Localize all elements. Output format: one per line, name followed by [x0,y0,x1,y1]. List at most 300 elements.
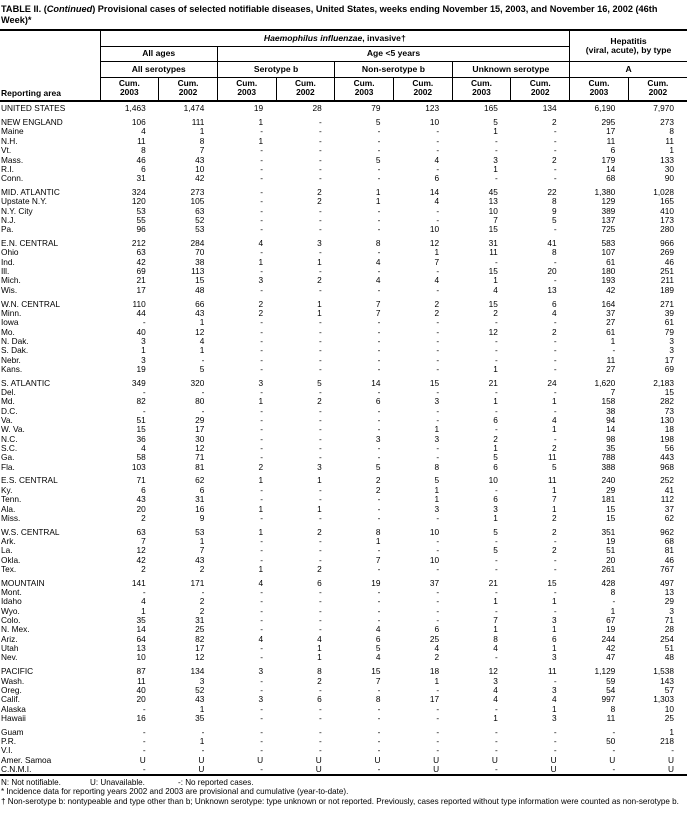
data-cell-serotype-b-2002: 2 [317,276,322,286]
data-cell-all-serotypes-2003: 36 [136,434,146,444]
data-cell-serotype-b-2003: 3 [258,377,264,388]
data-cell-unknown-serotype-2003: - [495,406,498,416]
data-cell-unknown-serotype-2002: - [553,164,557,174]
data-cell-serotype-b-2002: - [318,285,322,295]
data-cell-unknown-serotype-2002: 8 [551,248,557,258]
data-cell-all-serotypes-2003: - [142,726,146,737]
data-cell-serotype-b-2002: 2 [317,186,322,197]
data-cell-hepatitis-a-2003: 997 [601,695,616,705]
footnote-dagger: † Non-serotype b: nontypeable and type other than b; Unknown serotype: type unknown or not reported. Previously, cases reported without type information were counted as non-serotype b. [1,796,679,806]
data-cell-serotype-b-2003: - [260,536,264,546]
reporting-area-cell: Nebr. [1,355,21,365]
data-cell-all-serotypes-2003: 12 [136,546,146,556]
data-cell-hepatitis-a-2003: 14 [606,164,616,174]
data-cell-unknown-serotype-2002: 20 [547,267,557,277]
hepatitis-group-header [570,30,687,62]
data-cell-unknown-serotype-2002: 1 [551,425,557,435]
data-cell-all-serotypes-2002: 52 [195,215,205,225]
data-cell-hepatitis-a-2002: 1 [669,146,674,156]
data-cell-serotype-b-2002: - [318,736,322,746]
header-row-1 [0,30,687,46]
data-cell-unknown-serotype-2002: - [553,588,557,598]
reporting-area-cell: Ark. [1,536,16,546]
data-cell-serotype-b-2003: - [260,513,264,523]
reporting-area-cell: Wyo. [1,606,20,616]
table-row [0,495,687,504]
table-row [0,625,687,634]
data-cell-all-serotypes-2002: 9 [199,513,205,523]
reporting-area-cell: Ariz. [1,634,18,644]
data-cell-unknown-serotype-2002: 5 [551,462,557,472]
data-cell-unknown-serotype-2003: 1 [493,625,498,635]
data-cell-all-serotypes-2002: - [201,355,205,365]
title-rest: ) Provisional cases of selected notifiable diseases, United States, weeks ending November 15, 2003, and November 16, 2002 (46th Week)* [1,4,658,25]
data-cell-serotype-b-2003: 1 [258,475,264,486]
data-cell-unknown-serotype-2002: 1 [551,644,557,654]
reporting-area-cell: Nev. [1,653,18,663]
data-cell-hepatitis-a-2002: 443 [660,453,674,463]
data-cell-non-serotype-b-2003: 5 [375,155,381,165]
data-cell-unknown-serotype-2002: 3 [551,713,557,723]
data-cell-serotype-b-2002: 1 [317,308,322,318]
data-cell-unknown-serotype-2003: 165 [483,103,498,114]
table-row [0,248,687,257]
data-cell-non-serotype-b-2003: - [377,513,381,523]
data-cell-non-serotype-b-2002: - [436,416,440,426]
data-cell-non-serotype-b-2002: - [436,736,440,746]
data-cell-non-serotype-b-2002: - [436,336,440,346]
reporting-area-cell: Ohio [1,248,19,258]
table-row [0,714,687,723]
data-cell-serotype-b-2002: - [318,588,322,598]
data-cell-serotype-b-2003: - [260,127,264,137]
reporting-area-cell: S. ATLANTIC [1,377,51,388]
data-cell-unknown-serotype-2002: - [553,136,557,146]
table-row [0,146,687,155]
data-cell-all-serotypes-2002: 2 [199,564,205,574]
data-cell-hepatitis-a-2002: 81 [664,546,674,556]
data-cell-hepatitis-a-2003: 15 [606,513,616,523]
data-cell-all-serotypes-2002: 53 [195,225,205,235]
data-cell-hepatitis-a-2002: 7,970 [653,103,674,114]
data-cell-non-serotype-b-2002: - [436,364,440,374]
data-cell-serotype-b-2002: - [318,726,322,737]
data-cell-unknown-serotype-2002: U [550,755,557,765]
data-cell-all-serotypes-2002: 31 [195,616,205,626]
data-cell-non-serotype-b-2003: 4 [375,257,381,267]
data-cell-all-serotypes-2002: 81 [195,462,205,472]
table-row [0,184,687,198]
data-cell-hepatitis-a-2002: 271 [660,298,674,309]
data-cell-hepatitis-a-2003: 68 [606,174,616,184]
data-cell-serotype-b-2003: 2 [258,308,264,318]
data-cell-serotype-b-2003: - [260,434,264,444]
data-cell-hepatitis-a-2002: 57 [664,685,674,695]
data-cell-all-serotypes-2002: 1 [199,127,205,137]
data-cell-all-serotypes-2003: 4 [141,597,146,607]
data-cell-serotype-b-2003: - [260,736,264,746]
data-cell-serotype-b-2002: - [318,206,322,216]
data-cell-serotype-b-2002: 1 [317,644,322,654]
data-cell-serotype-b-2003: 1 [258,504,264,514]
data-cell-hepatitis-a-2003: 37 [606,308,616,318]
col-header-non-serotype-b-cum-2003: Cum. 2003 [335,77,394,101]
data-cell-all-serotypes-2003: 1,463 [124,103,146,114]
data-cell-hepatitis-a-2003: 61 [606,327,616,337]
data-cell-hepatitis-a-2003: 240 [601,475,616,486]
col-header-hepatitis-a-cum-2002: Cum. 2002 [628,77,687,101]
reporting-area-cell: Ill. [1,267,10,277]
data-cell-serotype-b-2003: 3 [258,276,264,286]
data-cell-non-serotype-b-2002: 17 [429,695,440,705]
data-cell-hepatitis-a-2003: 50 [606,736,616,746]
data-cell-non-serotype-b-2002: - [436,597,440,607]
reporting-area-cell: Mich. [1,276,21,286]
data-cell-non-serotype-b-2002: - [436,387,440,397]
data-cell-all-serotypes-2003: 4 [141,444,146,454]
col-header-all-serotypes-cum-2003: Cum. 2003 [100,77,159,101]
data-cell-hepatitis-a-2002: 48 [664,653,674,663]
data-cell-all-serotypes-2002: 70 [195,248,205,258]
reporting-area-cell: UNITED STATES [1,103,66,114]
data-cell-non-serotype-b-2003: 2 [375,485,381,495]
data-cell-serotype-b-2003: 1 [258,257,264,267]
data-cell-non-serotype-b-2003: 4 [375,653,381,663]
data-cell-non-serotype-b-2002: 3 [434,504,440,514]
data-cell-non-serotype-b-2003: - [377,416,381,426]
legend-not-notifiable: N: Not notifiable. [1,777,61,787]
reporting-area-cell: MOUNTAIN [1,577,45,588]
data-cell-non-serotype-b-2002: - [436,285,440,295]
data-cell-hepatitis-a-2003: 11 [606,713,616,723]
data-cell-serotype-b-2003: - [260,588,264,598]
data-cell-hepatitis-a-2003: 788 [601,453,616,463]
data-cell-all-serotypes-2002: 2 [199,606,205,616]
data-cell-non-serotype-b-2003: 7 [375,308,381,318]
data-cell-unknown-serotype-2002: 24 [547,377,557,388]
data-cell-hepatitis-a-2003: 158 [601,397,616,407]
data-cell-serotype-b-2003: - [260,616,264,626]
data-cell-all-serotypes-2002: 43 [195,695,205,705]
data-cell-serotype-b-2002: - [318,444,322,454]
data-cell-hepatitis-a-2002: 25 [664,713,674,723]
data-cell-serotype-b-2003: - [260,425,264,435]
data-cell-non-serotype-b-2002: 2 [434,308,440,318]
data-cell-hepatitis-a-2002: 3 [669,606,674,616]
data-cell-non-serotype-b-2002: - [436,453,440,463]
data-cell-unknown-serotype-2002: 6 [551,634,557,644]
data-cell-serotype-b-2003: - [260,267,264,277]
data-cell-unknown-serotype-2003: 5 [493,546,498,556]
data-cell-all-serotypes-2003: 35 [136,616,146,626]
data-cell-unknown-serotype-2002: 3 [551,653,557,663]
data-cell-unknown-serotype-2003: 6 [493,462,498,472]
data-cell-hepatitis-a-2002: 56 [664,444,674,454]
data-cell-unknown-serotype-2002: - [553,225,557,235]
data-cell-hepatitis-a-2003: 244 [601,634,616,644]
data-cell-non-serotype-b-2002: - [436,127,440,137]
data-cell-hepatitis-a-2002: 17 [664,355,674,365]
table-row [0,425,687,434]
data-cell-non-serotype-b-2002: 10 [429,526,440,537]
data-cell-serotype-b-2003: 4 [258,577,264,588]
data-cell-hepatitis-a-2003: 20 [606,555,616,565]
data-cell-hepatitis-a-2002: 51 [664,644,674,654]
data-cell-non-serotype-b-2002: - [436,606,440,616]
table-row [0,505,687,514]
data-cell-unknown-serotype-2002: 4 [551,416,557,426]
data-cell-all-serotypes-2003: 14 [136,625,146,635]
data-cell-unknown-serotype-2003: 3 [493,155,498,165]
data-cell-non-serotype-b-2003: 19 [371,577,381,588]
data-cell-hepatitis-a-2003: U [609,755,616,765]
data-cell-serotype-b-2002: - [318,406,322,416]
data-cell-all-serotypes-2002: 17 [195,644,205,654]
data-cell-all-serotypes-2003: 15 [136,425,146,435]
data-cell-all-serotypes-2002: 10 [195,164,205,174]
data-cell-hepatitis-a-2003: 11 [606,136,616,146]
data-cell-serotype-b-2002: - [318,215,322,225]
reporting-area-cell: Amer. Samoa [1,755,52,765]
data-cell-hepatitis-a-2003: 1,380 [594,186,616,197]
data-cell-all-serotypes-2002: 38 [195,257,205,267]
data-cell-all-serotypes-2002: 66 [195,298,205,309]
data-cell-hepatitis-a-2002: 3 [669,336,674,346]
data-cell-hepatitis-a-2002: 15 [664,387,674,397]
reporting-area-cell: Upstate N.Y. [1,197,47,207]
data-cell-unknown-serotype-2002: - [553,736,557,746]
data-cell-serotype-b-2003: U [257,755,264,765]
table-row [0,356,687,365]
data-cell-serotype-b-2002: 1 [317,298,322,309]
data-cell-serotype-b-2003: - [260,387,264,397]
data-cell-non-serotype-b-2003: - [377,564,381,574]
data-cell-hepatitis-a-2003: 14 [606,425,616,435]
table-row [0,174,687,183]
data-cell-unknown-serotype-2003: 21 [488,377,498,388]
data-cell-serotype-b-2002: 6 [317,577,322,588]
col-header-unknown-serotype-cum-2002: Cum. 2002 [511,77,570,101]
data-cell-all-serotypes-2002: 53 [195,526,205,537]
data-cell-serotype-b-2002: - [318,327,322,337]
data-cell-non-serotype-b-2002: 25 [429,634,440,644]
data-cell-unknown-serotype-2003: 31 [488,238,498,249]
data-cell-non-serotype-b-2003: 5 [375,462,381,472]
data-cell-unknown-serotype-2002: - [553,276,557,286]
col-header-unknown-serotype-cum-2003: Cum. 2003 [452,77,511,101]
data-cell-serotype-b-2003: - [260,197,264,207]
table-row [0,546,687,555]
reporting-area-cell: S.C. [1,444,18,454]
data-cell-hepatitis-a-2003: 389 [601,206,616,216]
table-row [0,165,687,174]
data-cell-all-serotypes-2003: 71 [136,475,146,486]
table-row [0,346,687,355]
reporting-area-cell: N.Y. City [1,206,33,216]
table-row [0,137,687,146]
data-cell-hepatitis-a-2002: 282 [660,397,674,407]
data-cell-hepatitis-a-2003: - [612,726,616,737]
data-cell-serotype-b-2003: 4 [258,634,264,644]
data-cell-hepatitis-a-2003: 94 [606,416,616,426]
data-cell-all-serotypes-2003: 6 [141,485,146,495]
data-cell-non-serotype-b-2003: - [377,146,381,156]
data-cell-all-serotypes-2003: 1 [141,606,146,616]
table-row [0,337,687,346]
data-cell-serotype-b-2002: - [318,225,322,235]
data-cell-serotype-b-2003: - [260,606,264,616]
data-cell-all-serotypes-2002: 1 [199,536,205,546]
table-row [0,267,687,276]
table-row [0,197,687,206]
all-serotypes-header: All serotypes [100,62,217,78]
data-cell-all-serotypes-2002: - [201,387,205,397]
table-row [0,746,687,755]
data-cell-unknown-serotype-2003: 10 [488,206,498,216]
data-cell-unknown-serotype-2002: 2 [551,117,557,128]
table-row [0,556,687,565]
data-cell-unknown-serotype-2002: 2 [551,327,557,337]
data-cell-all-serotypes-2002: 1 [199,318,205,328]
table-row [0,737,687,746]
data-cell-hepatitis-a-2002: 46 [664,257,674,267]
table-row [0,653,687,662]
data-cell-serotype-b-2003: - [260,495,264,505]
data-cell-all-serotypes-2002: U [198,765,205,774]
data-cell-unknown-serotype-2002: 1 [551,504,557,514]
data-cell-non-serotype-b-2002: 1 [434,495,440,505]
data-cell-unknown-serotype-2002: 15 [547,577,557,588]
data-cell-all-serotypes-2002: - [201,406,205,416]
data-cell-all-serotypes-2002: 31 [195,495,205,505]
data-cell-non-serotype-b-2003: - [377,746,381,756]
data-cell-non-serotype-b-2003: 2 [375,475,381,486]
data-cell-all-serotypes-2003: 110 [132,298,146,309]
data-cell-non-serotype-b-2003: - [377,685,381,695]
data-cell-non-serotype-b-2002: 1 [434,425,440,435]
data-cell-serotype-b-2002: - [318,713,322,723]
data-cell-unknown-serotype-2002: 2 [551,155,557,165]
data-cell-unknown-serotype-2003: - [495,425,498,435]
table-row [0,453,687,462]
data-cell-non-serotype-b-2002: 37 [429,577,440,588]
data-cell-unknown-serotype-2003: - [495,336,498,346]
hepatitis-line2: (viral, acute), by type [585,45,672,55]
data-cell-non-serotype-b-2003: - [377,597,381,607]
data-cell-serotype-b-2003: - [260,713,264,723]
data-cell-non-serotype-b-2002: 4 [434,276,440,286]
data-cell-unknown-serotype-2003: 5 [493,453,498,463]
footnotes [0,776,687,806]
data-cell-unknown-serotype-2003: - [495,726,498,737]
data-cell-all-serotypes-2003: - [142,704,146,714]
data-cell-serotype-b-2002: - [318,248,322,258]
table-row [0,597,687,606]
data-cell-hepatitis-a-2002: 39 [664,308,674,318]
data-cell-all-serotypes-2002: 171 [190,577,205,588]
data-cell-serotype-b-2002: - [318,513,322,523]
data-cell-hepatitis-a-2003: 583 [601,238,616,249]
data-cell-unknown-serotype-2002: 5 [551,215,557,225]
reporting-area-cell: W.N. CENTRAL [1,298,61,309]
data-cell-all-serotypes-2002: 111 [191,117,205,128]
data-cell-non-serotype-b-2002: 14 [429,186,440,197]
legend-unavailable: U: Unavailable. [90,777,145,787]
data-cell-non-serotype-b-2002: - [436,327,440,337]
data-cell-hepatitis-a-2002: 165 [660,197,674,207]
data-cell-non-serotype-b-2002: - [436,564,440,574]
data-cell-serotype-b-2002: 8 [317,666,322,677]
reporting-area-cell: N.H. [1,136,18,146]
reporting-area-cell: Wis. [1,285,18,295]
data-cell-non-serotype-b-2002: - [436,588,440,598]
data-cell-all-serotypes-2003: 58 [136,453,146,463]
data-cell-unknown-serotype-2002: 41 [547,238,557,249]
data-cell-unknown-serotype-2003: 1 [493,276,498,286]
data-cell-hepatitis-a-2002: 29 [664,597,674,607]
data-cell-unknown-serotype-2003: 12 [488,327,498,337]
data-cell-unknown-serotype-2003: 1 [493,513,498,523]
data-cell-all-serotypes-2003: 40 [136,327,146,337]
data-cell-all-serotypes-2003: 53 [136,206,146,216]
data-cell-hepatitis-a-2002: 79 [664,327,674,337]
data-cell-serotype-b-2002: - [318,117,322,128]
data-cell-unknown-serotype-2003: - [495,736,498,746]
data-cell-hepatitis-a-2002: 767 [660,564,674,574]
table-row [0,635,687,644]
notifiable-diseases-table [0,29,687,776]
data-cell-all-serotypes-2002: 17 [195,425,205,435]
data-cell-hepatitis-a-2003: 27 [606,364,616,374]
data-cell-non-serotype-b-2002: - [436,406,440,416]
data-cell-serotype-b-2003: 1 [258,136,264,146]
data-cell-serotype-b-2002: 2 [317,564,322,574]
reporting-area-cell: Ky. [1,485,13,495]
data-cell-non-serotype-b-2002: 1 [434,676,440,686]
data-cell-serotype-b-2003: - [260,555,264,565]
table-row [0,663,687,677]
reporting-area-cell: D.C. [1,406,18,416]
data-cell-non-serotype-b-2002: - [436,267,440,277]
data-cell-hepatitis-a-2002: 269 [660,248,674,258]
header-row-cum [0,77,687,101]
data-cell-unknown-serotype-2003: 10 [488,475,498,486]
data-cell-serotype-b-2003: 4 [258,238,264,249]
data-cell-all-serotypes-2002: 1 [199,736,205,746]
data-cell-serotype-b-2002: - [318,453,322,463]
data-cell-all-serotypes-2003: 69 [136,267,146,277]
data-cell-non-serotype-b-2003: 6 [375,397,381,407]
data-cell-hepatitis-a-2003: 47 [606,653,616,663]
data-cell-non-serotype-b-2003: 6 [375,634,381,644]
reporting-area-cell: Ind. [1,257,15,267]
data-cell-unknown-serotype-2003: - [495,174,498,184]
data-cell-non-serotype-b-2003: - [377,726,381,737]
data-cell-non-serotype-b-2002: 5 [434,475,440,486]
data-cell-unknown-serotype-2003: 1 [493,397,498,407]
data-cell-all-serotypes-2003: 2 [141,513,146,523]
data-cell-all-serotypes-2002: 42 [195,174,205,184]
table-row [0,686,687,695]
data-cell-all-serotypes-2003: 103 [131,462,146,472]
data-cell-hepatitis-a-2003: 1 [610,336,616,346]
data-cell-hepatitis-a-2002: 211 [660,276,674,286]
data-cell-all-serotypes-2003: 11 [137,676,146,686]
reporting-area-cell: Mont. [1,588,22,598]
data-cell-hepatitis-a-2003: 8 [610,588,616,598]
reporting-area-cell: P.R. [1,736,17,746]
reporting-area-cell: Ga. [1,453,15,463]
